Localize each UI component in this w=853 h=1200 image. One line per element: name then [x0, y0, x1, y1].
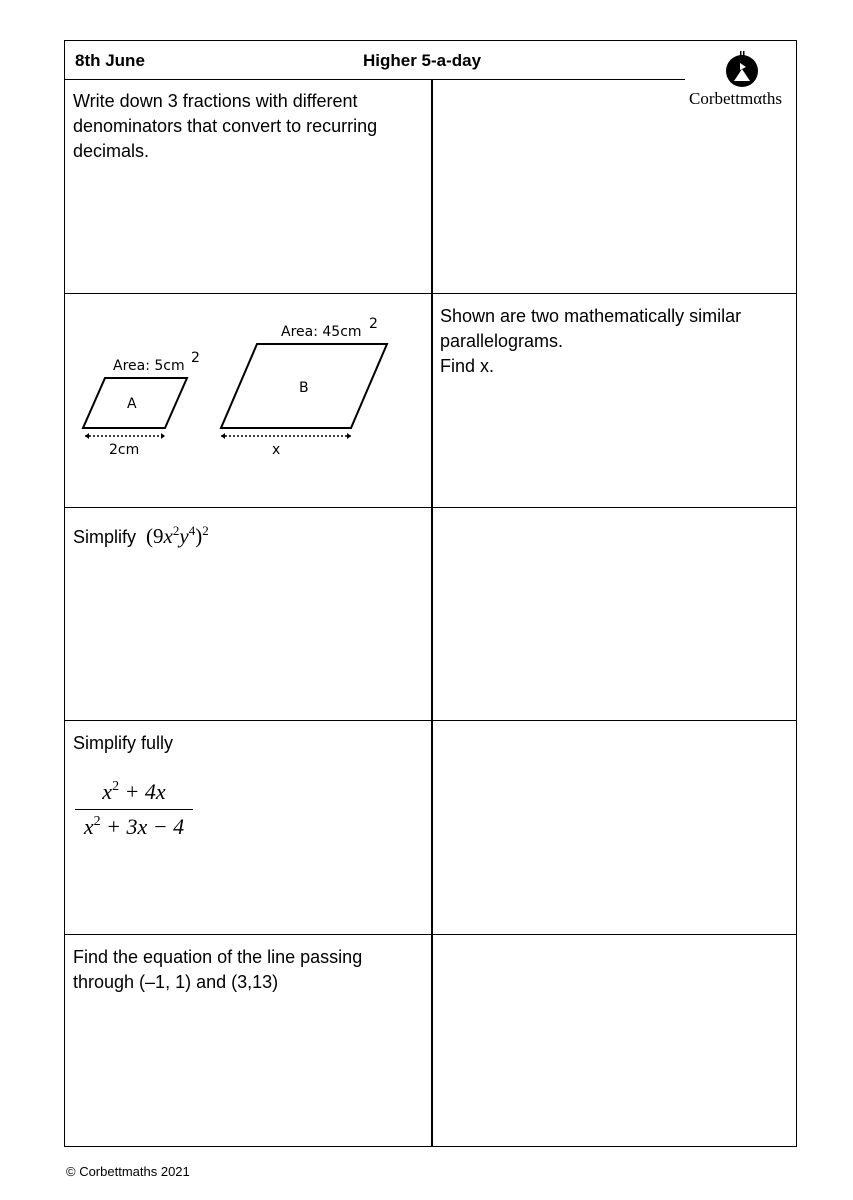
question-row-3 — [65, 508, 796, 721]
worksheet — [64, 40, 797, 1147]
shape-a-area: Area: 5cm — [113, 358, 185, 374]
question-row-1 — [65, 79, 796, 294]
question-row-2 — [65, 294, 796, 508]
fraction-denominator: $x^2 + 3x - 4$ — [83, 814, 185, 839]
worksheet-title: Higher 5-a-day — [363, 51, 482, 70]
question-row-4 — [65, 721, 796, 935]
question-4-fraction — [75, 779, 193, 840]
question-3-expression: $(9x^2y^4)^2$ — [146, 523, 209, 548]
question-4-label: Simplify fully — [73, 733, 174, 753]
shape-b-label: B — [299, 380, 309, 396]
shape-b-area-exponent: 2 — [369, 316, 378, 332]
shape-a-area-exponent: 2 — [191, 350, 200, 366]
copyright-footer: © Corbettmaths 2021 — [66, 1164, 190, 1179]
fraction-bar — [75, 809, 193, 810]
shape-a-label: A — [127, 396, 137, 412]
shape-b-base-label: x — [272, 442, 281, 458]
fraction-numerator: $x^2 + 4x$ — [102, 779, 166, 804]
question-3-label: Simplify — [73, 527, 137, 547]
question-3 — [73, 518, 423, 550]
parallelograms-diagram — [75, 310, 415, 490]
header-bar — [65, 41, 685, 80]
question-5-text: Find the equation of the line passing through (–1, 1) and (3,13) — [73, 947, 363, 992]
date-label: 8th June — [75, 51, 145, 70]
shape-a-base-label: 2cm — [109, 442, 140, 458]
question-1-text: Write down 3 fractions with different denominators that convert to recurring decimals. — [73, 91, 378, 161]
logo-text: Corbettmαths — [689, 89, 782, 108]
question-2-text: Shown are two mathematically similar parallelograms. Find x. — [440, 306, 742, 376]
shape-b-area: Area: 45cm — [281, 324, 362, 340]
question-row-5 — [65, 935, 796, 1147]
